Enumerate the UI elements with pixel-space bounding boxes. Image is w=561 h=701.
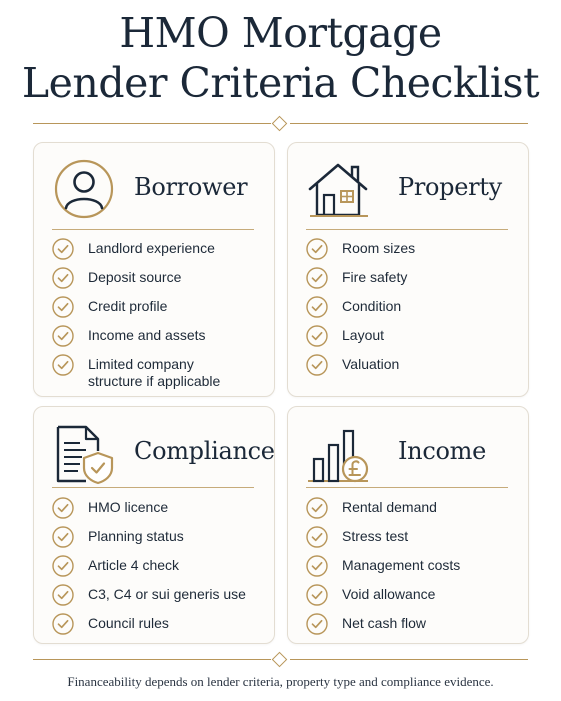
list-item: Credit profile (52, 295, 266, 324)
check-circle-icon (306, 613, 328, 635)
list-item: Income and assets (52, 324, 266, 353)
check-circle-icon (52, 296, 74, 318)
list-item: Layout (306, 324, 520, 353)
check-circle-icon (306, 238, 328, 260)
income-title: Income (398, 437, 486, 465)
list-item: Void allowance (306, 583, 520, 612)
check-circle-icon (306, 354, 328, 376)
list-item: Management costs (306, 554, 520, 583)
check-circle-icon (52, 267, 74, 289)
list-item: Room sizes (306, 237, 520, 266)
borrower-title: Borrower (134, 173, 248, 201)
borrower-list (52, 237, 266, 393)
check-circle-icon (306, 497, 328, 519)
check-circle-icon (52, 526, 74, 548)
check-circle-icon (306, 584, 328, 606)
list-item: Limited company structure if applicable (52, 353, 266, 393)
list-item: Condition (306, 295, 520, 324)
top-divider (33, 115, 528, 133)
diamond-icon (272, 652, 288, 668)
check-circle-icon (52, 555, 74, 577)
list-item: C3, C4 or sui generis use (52, 583, 266, 612)
list-item: Rental demand (306, 496, 520, 525)
property-title: Property (398, 173, 502, 201)
list-item: Valuation (306, 353, 520, 382)
list-item: Article 4 check (52, 554, 266, 583)
house-icon (306, 157, 370, 221)
check-circle-icon (306, 296, 328, 318)
footer-note: Financeability depends on lender criteria, property type and compliance evidence. (67, 674, 494, 689)
list-item: Planning status (52, 525, 266, 554)
diamond-icon (272, 116, 288, 132)
income-card (287, 406, 529, 644)
list-item: Net cash flow (306, 612, 520, 641)
compliance-list (52, 496, 266, 641)
income-list (306, 496, 520, 641)
list-item: HMO licence (52, 496, 266, 525)
property-list (306, 237, 520, 382)
bottom-divider (33, 651, 528, 669)
list-item: Council rules (52, 612, 266, 641)
document-shield-icon (52, 421, 116, 485)
compliance-card (33, 406, 275, 644)
check-circle-icon (52, 497, 74, 519)
check-circle-icon (306, 555, 328, 577)
check-circle-icon (52, 238, 74, 260)
check-circle-icon (306, 325, 328, 347)
check-circle-icon (52, 354, 74, 376)
compliance-title: Compliance (134, 437, 275, 465)
list-item: Landlord experience (52, 237, 266, 266)
list-item: Stress test (306, 525, 520, 554)
page-title (0, 8, 561, 108)
title-line-2: Lender Criteria Checklist (21, 59, 540, 107)
bar-chart-pound-icon (306, 421, 370, 485)
list-item: Deposit source (52, 266, 266, 295)
property-card (287, 142, 529, 397)
check-circle-icon (52, 584, 74, 606)
check-circle-icon (306, 526, 328, 548)
check-circle-icon (52, 613, 74, 635)
person-icon (52, 157, 116, 221)
borrower-card (33, 142, 275, 397)
check-circle-icon (306, 267, 328, 289)
list-item: Fire safety (306, 266, 520, 295)
title-line-1: HMO Mortgage (119, 9, 442, 57)
check-circle-icon (52, 325, 74, 347)
